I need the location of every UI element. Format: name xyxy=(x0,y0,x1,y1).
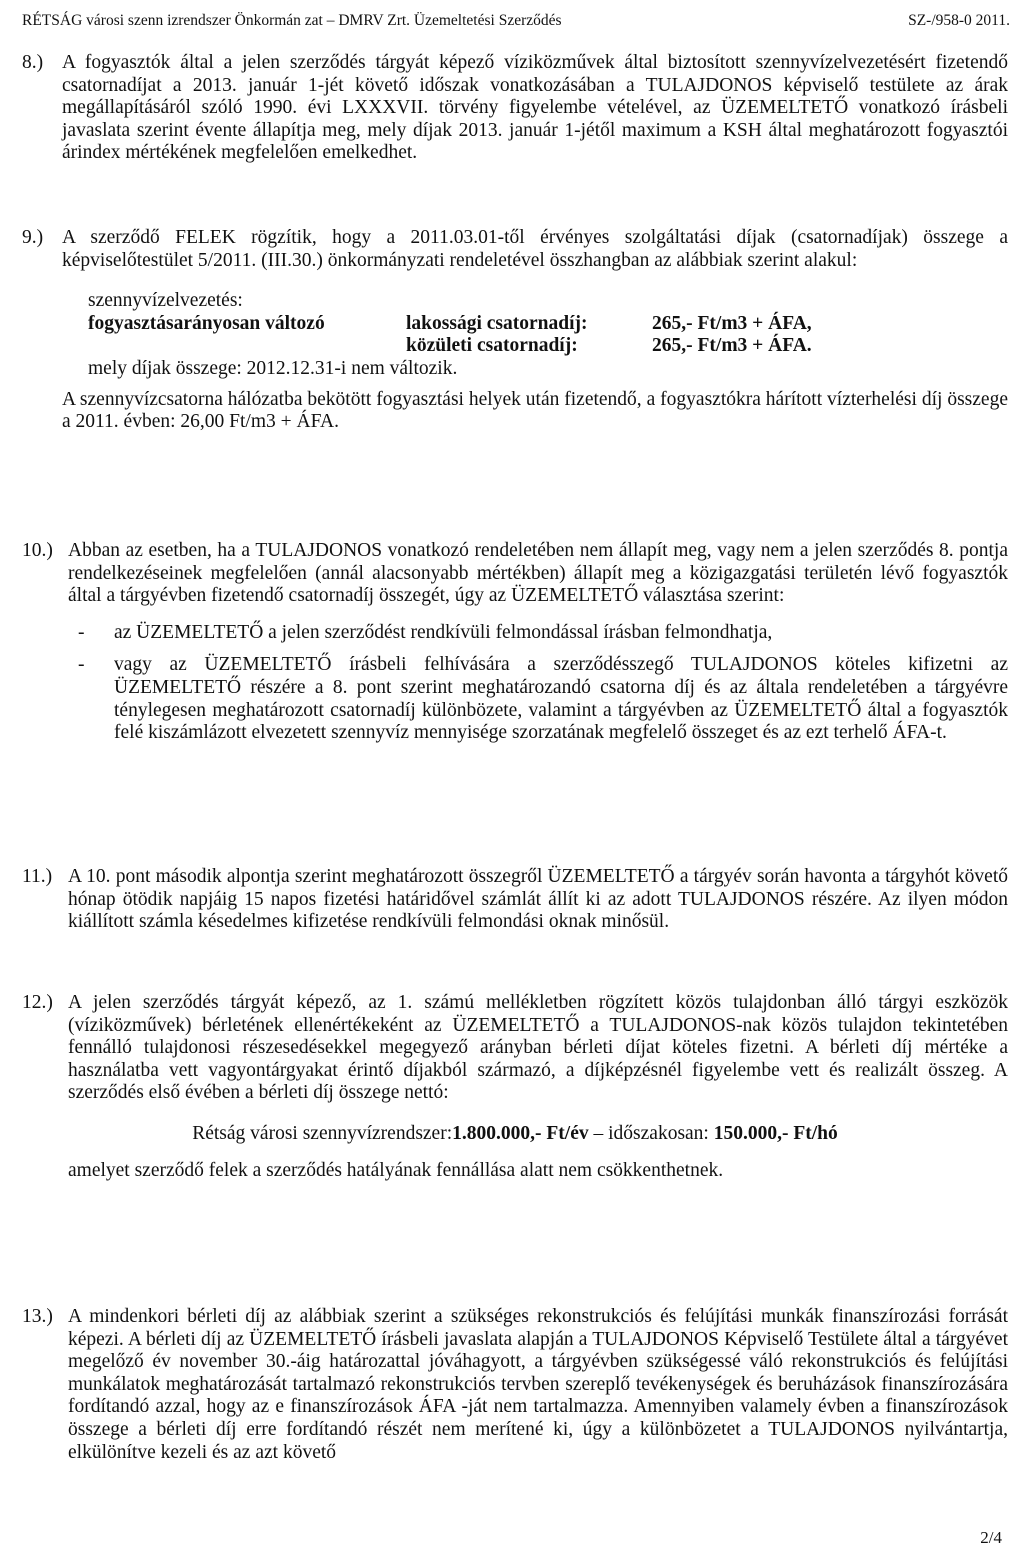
page-header xyxy=(22,12,1010,36)
fee-label: közületi csatornadíj: xyxy=(406,335,578,357)
fee-amount: 265,- Ft/m3 + ÁFA. xyxy=(652,335,812,357)
fee-row xyxy=(22,335,1008,358)
section-11 xyxy=(22,866,1008,934)
header-title: RÉTSÁG városi szenn izrendszer Önkormán zat – DMRV Zrt. Üzemeltetési Szerződés xyxy=(22,12,562,29)
rent-periodic: 150.000,- Ft/hó xyxy=(713,1122,838,1144)
list-item xyxy=(68,622,1008,645)
load-fee-text: A szennyvízcsatorna hálózatba bekötött fogyasztási helyek után fizetendő, a fogyasztókra hárított vízterhelési díj összege a 2011. évben: 26,00 Ft/m3 + ÁFA. xyxy=(62,388,1008,433)
rent-annual: 1.800.000,- Ft/év xyxy=(452,1122,589,1144)
fee-heading: szennyvízelvezetés: xyxy=(88,290,243,312)
fee-type: fogyasztásarányosan változó xyxy=(88,312,325,334)
section-9 xyxy=(22,227,1008,434)
rent-separator: – időszakosan: xyxy=(588,1122,714,1144)
fee-label: lakossági csatornadíj: xyxy=(406,312,588,334)
section-number: 11.) xyxy=(22,866,53,887)
section-number: 10.) xyxy=(22,540,53,561)
section-intro: Abban az esetben, ha a TULAJDONOS vonatkozó rendeletében nem állapít meg, vagy nem a jelen szerződés 8. pontja rendelkezéseinek megfelelően (annál alacsonyabb mértékben) állapít meg a közigazgatási területén lévő fogyasztók által a tárgyévben fizetendő csatornadíj összegét, úgy az ÜZEMELTETŐ választása szerint: xyxy=(68,540,1008,607)
rent-closing: amelyet szerződő felek a szerződés hatályának fennállása alatt nem csökkenthetnek. xyxy=(68,1159,724,1181)
list-item-text: vagy az ÜZEMELTETŐ írásbeli felhívására a szerződésszegő TULAJDONOS köteles kifizetni az ÜZEMELTETŐ részére a 8. pont szerint meghatározandó csatorna díj és az általa rendeletében a tárgyévre ténylegesen meghatározott csatornadíj különbözete, valamint a tárgyévben az ÜZEMELTETŐ által a fogyasztók felé kiszámlázott elvezetett szennyvíz mennyisége szorzatának megfelelő összeget és az ezt terhelő ÁFA-t. xyxy=(114,654,1008,744)
list-item-text: az ÜZEMELTETŐ a jelen szerződést rendkívüli felmondással írásban felmondhatja, xyxy=(114,621,773,643)
section-number: 9.) xyxy=(22,227,44,248)
dash-marker: - xyxy=(78,654,85,676)
section-text: A fogyasztók által a jelen szerződés tárgyát képező víziközművek által biztosított szennyvízelvezetésért fizetendő csatornadíjat a 2013. január 1-jét követő időszak vonatkozásában a TULAJDONOS képviselő testülete az árak megállapításáról szóló 1990. évi LXXXVII. törvény figyelembe vételével, az ÜZEMELTETŐ vonatkozó írásbeli javaslata szerint évente állapítja meg, mely díjak 2013. január 1-jétől maximum a KSH által meghatározott fogyasztói árindex mértékének megfelelően emelkedhet. xyxy=(62,52,1008,164)
option-list xyxy=(68,622,1008,745)
section-10 xyxy=(22,540,1008,755)
section-text: A jelen szerződés tárgyát képező, az 1. számú mellékletben rögzített közös tulajdonban álló tárgyi eszközök (víziközművek) bérletének ellenértékeként az ÜZEMELTETŐ a TULAJDONOS-nak közös tulajdon tekintetében fennálló tulajdonosi részesedésekkel megegyező arányban bérleti díjat köteles fizetni. A bérleti díj mértéke a használatba vett vagyontárgyakat érintő díjakból származó, a díjképzésnél figyelembe vett és realizált összeg. A szerződés első évében a bérleti díj összege nettó: xyxy=(68,992,1008,1104)
section-number: 8.) xyxy=(22,52,44,73)
page-number: 2/4 xyxy=(980,1528,1002,1547)
section-number: 13.) xyxy=(22,1306,53,1327)
section-number: 12.) xyxy=(22,992,53,1013)
dash-marker: - xyxy=(78,621,85,643)
section-12 xyxy=(22,992,1008,1182)
fee-note: mely díjak összege: 2012.12.31-i nem változik. xyxy=(88,357,458,379)
list-item xyxy=(68,654,1008,744)
rent-prefix: Rétság városi szennyvízrendszer: xyxy=(192,1122,453,1144)
fee-table xyxy=(22,290,1008,380)
document-reference: SZ-/958-0 2011. xyxy=(908,12,1010,29)
fee-row xyxy=(22,313,1008,336)
section-intro: A szerződő FELEK rögzítik, hogy a 2011.03.01-től érvényes szolgáltatási díjak (csatornadíjak) összege a képviselőtestület 5/2011. (III.30.) önkormányzati rendeletével összhangban az alábbiak szerint alakul: xyxy=(62,227,1008,271)
rent-line xyxy=(22,1123,1008,1146)
section-8 xyxy=(22,52,1008,165)
section-text: A mindenkori bérleti díj az alábbiak szerint a szükséges rekonstrukciós és felújítási munkák finanszírozási forrását képezi. A bérleti díj az ÜZEMELTETŐ írásbeli javaslata alapján a TULAJDONOS Képviselő Testülete által a tárgyévet megelőző év november 30.-áig határozattal jóváhagyott, a tárgyévben szükségessé váló rekonstrukciós és felújítási munkálatok meghatározását tartalmazó rekonstrukciós tervben szereplő tevékenységek és beruházások finanszírozására fordítandó azzal, hogy az e finanszírozások ÁFA -ját nem tartalmazza. Amennyiben valamely évben a finanszírozások összege a bérleti díj erre fordítandó részét nem merítené ki, úgy a különbözetet a TULAJDONOS nyilvántartja, elkülönítve kezeli és az azt követő xyxy=(68,1306,1008,1463)
section-text: A 10. pont második alpontja szerint meghatározott összegről ÜZEMELTETŐ a tárgyév során havonta a tárgyhót követő hónap ötödik napjáig 15 napos fizetési határidővel számlát állít ki az adott TULAJDONOS részére. Az ilyen módon kiállított számla késedelmes kifizetése rendkívüli felmondási oknak minősül. xyxy=(68,866,1008,933)
fee-amount: 265,- Ft/m3 + ÁFA, xyxy=(652,312,812,334)
section-13 xyxy=(22,1306,1008,1464)
